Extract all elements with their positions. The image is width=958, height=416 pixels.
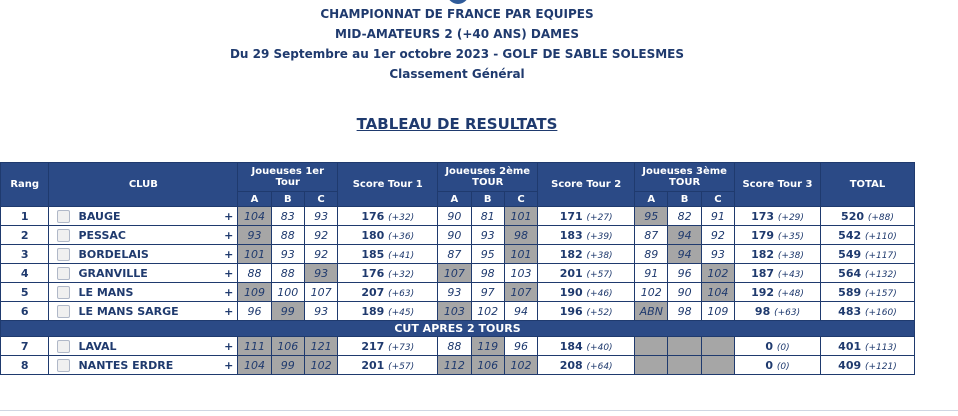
score-to-par: (+40): [586, 342, 613, 353]
player-score-empty: [668, 337, 701, 356]
expand-plus-icon[interactable]: +: [224, 209, 234, 223]
score-cell: [338, 302, 438, 321]
player-score: 92: [701, 226, 734, 245]
player-score: 88: [271, 264, 304, 283]
cut-label: CUT APRES 2 TOURS: [1, 321, 915, 337]
score-cell: [735, 302, 821, 321]
header-score-tour1: Score Tour 1: [338, 163, 438, 207]
rank-cell: 1: [1, 207, 49, 226]
player-score: 88: [271, 226, 304, 245]
club-cell[interactable]: [49, 283, 238, 302]
player-score-empty: [635, 337, 668, 356]
score-cell: [538, 264, 635, 283]
score-value: 190: [559, 285, 583, 299]
header-player-b: B: [271, 192, 304, 207]
score-cell: [735, 226, 821, 245]
score-value: 207: [361, 285, 385, 299]
score-cell: [735, 337, 821, 356]
rank-cell: 8: [1, 356, 49, 375]
player-score: 119: [471, 337, 504, 356]
score-cell: [820, 226, 914, 245]
score-to-par: (+32): [388, 269, 415, 280]
player-score: 101: [504, 207, 537, 226]
club-cell[interactable]: [49, 356, 238, 375]
player-score: 102: [701, 264, 734, 283]
club-name: BAUGE: [78, 209, 121, 223]
score-value: 201: [361, 358, 385, 372]
player-score: 94: [504, 302, 537, 321]
table-row: [1, 283, 915, 302]
score-to-par: (+45): [388, 307, 415, 318]
player-score-empty: [668, 356, 701, 375]
score-to-par: (+43): [777, 269, 804, 280]
player-score: 92: [304, 226, 337, 245]
score-to-par: (+121): [864, 361, 897, 372]
score-value: 549: [838, 247, 862, 261]
player-score: 92: [304, 245, 337, 264]
rank-cell: 6: [1, 302, 49, 321]
cut-divider-row: [1, 321, 915, 337]
score-to-par: (0): [776, 342, 790, 353]
score-cell: [820, 207, 914, 226]
header-player-c: C: [701, 192, 734, 207]
score-to-par: (+117): [864, 250, 897, 261]
player-score: 88: [238, 264, 271, 283]
player-score: 121: [304, 337, 337, 356]
score-value: 176: [361, 266, 385, 280]
player-score: 96: [668, 264, 701, 283]
score-to-par: (+52): [586, 307, 613, 318]
rank-cell: 2: [1, 226, 49, 245]
score-to-par: (+73): [388, 342, 415, 353]
score-cell: [338, 226, 438, 245]
championship-title: CHAMPIONNAT DE FRANCE PAR EQUIPES: [320, 7, 594, 21]
score-cell: [735, 245, 821, 264]
score-to-par: (+46): [586, 288, 613, 299]
score-cell: [538, 226, 635, 245]
header-rang: Rang: [1, 163, 49, 207]
expand-plus-icon[interactable]: +: [224, 266, 234, 280]
table-row: [1, 356, 915, 375]
club-cell-content: [53, 229, 237, 242]
player-score: 106: [471, 356, 504, 375]
score-cell: [820, 264, 914, 283]
table-row: [1, 302, 915, 321]
score-value: 201: [559, 266, 583, 280]
player-score: 102: [471, 302, 504, 321]
score-value: 176: [361, 209, 385, 223]
player-score: 94: [668, 226, 701, 245]
club-name: LAVAL: [78, 339, 117, 353]
club-logo-icon: [57, 359, 70, 372]
score-to-par: (+27): [586, 212, 613, 223]
score-value: 185: [361, 247, 385, 261]
score-cell: [538, 207, 635, 226]
score-to-par: (+41): [388, 250, 415, 261]
score-value: 208: [559, 358, 583, 372]
score-cell: [538, 245, 635, 264]
player-score: 104: [238, 207, 271, 226]
player-score: 104: [238, 356, 271, 375]
club-cell[interactable]: [49, 302, 238, 321]
score-to-par: (+110): [864, 231, 897, 242]
score-to-par: (+36): [388, 231, 415, 242]
header-player-b: B: [668, 192, 701, 207]
player-score: 97: [471, 283, 504, 302]
score-to-par: (+160): [864, 307, 897, 318]
score-to-par: (+48): [777, 288, 804, 299]
header-player-a: A: [635, 192, 668, 207]
score-value: 564: [838, 266, 862, 280]
score-value: 98: [754, 304, 771, 318]
club-cell-content: [53, 305, 237, 318]
score-cell: [338, 264, 438, 283]
score-value: 182: [559, 247, 583, 261]
player-score: 98: [668, 302, 701, 321]
score-to-par: (+38): [777, 250, 804, 261]
header-player-a: A: [438, 192, 471, 207]
club-cell-content: [53, 286, 237, 299]
rank-cell: 3: [1, 245, 49, 264]
score-to-par: (+35): [777, 231, 804, 242]
player-score: 83: [271, 207, 304, 226]
score-cell: [820, 337, 914, 356]
score-value: 542: [838, 228, 862, 242]
player-score-empty: [635, 356, 668, 375]
player-score: 101: [504, 245, 537, 264]
player-score: 93: [271, 245, 304, 264]
player-score: 93: [238, 226, 271, 245]
rank-cell: 4: [1, 264, 49, 283]
header-score-tour2: Score Tour 2: [538, 163, 635, 207]
club-cell[interactable]: [49, 337, 238, 356]
player-score: 81: [471, 207, 504, 226]
player-score: 95: [471, 245, 504, 264]
header-joueuses-tour2: Joueuses 2ème TOUR: [438, 163, 538, 192]
table-row: [1, 245, 915, 264]
player-score: 109: [238, 283, 271, 302]
score-cell: [338, 283, 438, 302]
player-score: 99: [271, 356, 304, 375]
score-cell: [338, 245, 438, 264]
header-player-a: A: [238, 192, 271, 207]
expand-plus-icon[interactable]: +: [224, 339, 234, 353]
score-value: 189: [361, 304, 385, 318]
player-score: 100: [271, 283, 304, 302]
player-score: 94: [668, 245, 701, 264]
score-value: 0: [765, 358, 774, 372]
category-title: MID-AMATEURS 2 (+40 ANS) DAMES: [335, 27, 579, 41]
header-player-c: C: [504, 192, 537, 207]
federation-logo: [447, 0, 469, 4]
club-cell-content: [53, 248, 237, 261]
score-cell: [338, 337, 438, 356]
score-to-par: (+38): [586, 250, 613, 261]
score-value: 187: [751, 266, 775, 280]
score-to-par: (+39): [586, 231, 613, 242]
player-score: 103: [504, 264, 537, 283]
player-score: 91: [635, 264, 668, 283]
score-value: 401: [838, 339, 862, 353]
club-name: LE MANS SARGE: [78, 304, 179, 318]
score-cell: [538, 356, 635, 375]
player-score: 87: [635, 226, 668, 245]
footer-divider: [0, 410, 958, 411]
player-score: 98: [471, 264, 504, 283]
club-name: BORDELAIS: [78, 247, 149, 261]
score-cell: [338, 207, 438, 226]
score-cell: [735, 356, 821, 375]
player-score: 107: [304, 283, 337, 302]
player-score: 101: [238, 245, 271, 264]
club-name: NANTES ERDRE: [78, 358, 174, 372]
score-value: 217: [361, 339, 385, 353]
player-score: 107: [504, 283, 537, 302]
player-score-empty: [701, 356, 734, 375]
player-score: 102: [635, 283, 668, 302]
player-score: 93: [304, 302, 337, 321]
club-name: PESSAC: [78, 228, 126, 242]
table-row: [1, 264, 915, 283]
player-score: 104: [701, 283, 734, 302]
player-score: 96: [238, 302, 271, 321]
header-player-c: C: [304, 192, 337, 207]
player-score: 107: [438, 264, 471, 283]
score-to-par: (0): [776, 361, 790, 372]
player-score: 93: [304, 207, 337, 226]
results-table-title: TABLEAU DE RESULTATS: [356, 115, 558, 133]
club-logo-icon: [57, 248, 70, 261]
score-cell: [735, 264, 821, 283]
expand-plus-icon[interactable]: +: [224, 304, 234, 318]
score-cell: [538, 337, 635, 356]
club-cell[interactable]: [49, 264, 238, 283]
score-value: 183: [559, 228, 583, 242]
score-to-par: (+64): [586, 361, 613, 372]
player-score: 89: [635, 245, 668, 264]
player-score: ABN: [635, 302, 668, 321]
score-cell: [820, 245, 914, 264]
player-score: 102: [504, 356, 537, 375]
score-value: 520: [841, 209, 865, 223]
score-to-par: (+63): [774, 307, 801, 318]
player-score: 93: [438, 283, 471, 302]
header-club: CLUB: [49, 163, 238, 207]
player-score: 99: [271, 302, 304, 321]
player-score: 106: [271, 337, 304, 356]
player-score: 93: [304, 264, 337, 283]
player-score: 82: [668, 207, 701, 226]
player-score-empty: [701, 337, 734, 356]
club-logo-icon: [57, 267, 70, 280]
player-score: 93: [471, 226, 504, 245]
score-value: 483: [838, 304, 862, 318]
score-value: 180: [361, 228, 385, 242]
header-score-tour3: Score Tour 3: [735, 163, 821, 207]
player-score: 93: [701, 245, 734, 264]
club-name: LE MANS: [78, 285, 134, 299]
table-row: [1, 337, 915, 356]
club-cell-content: [53, 267, 237, 280]
score-value: 182: [751, 247, 775, 261]
score-value: 196: [559, 304, 583, 318]
club-cell[interactable]: [49, 245, 238, 264]
player-score: 90: [438, 226, 471, 245]
score-value: 192: [751, 285, 775, 299]
player-score: 98: [504, 226, 537, 245]
rank-cell: 5: [1, 283, 49, 302]
score-to-par: (+88): [867, 212, 894, 223]
score-value: 409: [838, 358, 862, 372]
club-logo-icon: [57, 340, 70, 353]
score-to-par: (+29): [777, 212, 804, 223]
player-score: 112: [438, 356, 471, 375]
header-joueuses-tour3: Joueuses 3ème TOUR: [635, 163, 735, 192]
table-row: [1, 226, 915, 245]
score-cell: [820, 356, 914, 375]
player-score: 91: [701, 207, 734, 226]
player-score: 103: [438, 302, 471, 321]
club-cell[interactable]: [49, 226, 238, 245]
score-to-par: (+57): [586, 269, 613, 280]
results-table: [0, 162, 915, 375]
ranking-subtitle: Classement Général: [389, 67, 525, 81]
score-value: 171: [559, 209, 583, 223]
club-logo-icon: [57, 210, 70, 223]
score-value: 179: [751, 228, 775, 242]
expand-plus-icon[interactable]: +: [224, 358, 234, 372]
club-logo-icon: [57, 229, 70, 242]
club-cell-content: [53, 210, 237, 223]
score-to-par: (+32): [388, 212, 415, 223]
club-cell-content: [53, 359, 237, 372]
score-value: 0: [765, 339, 774, 353]
score-value: 589: [838, 285, 862, 299]
score-to-par: (+157): [864, 288, 897, 299]
header-total: TOTAL: [820, 163, 914, 207]
player-score: 111: [238, 337, 271, 356]
player-score: 90: [438, 207, 471, 226]
rank-cell: 7: [1, 337, 49, 356]
expand-plus-icon[interactable]: +: [224, 285, 234, 299]
header-joueuses-tour1: Joueuses 1er Tour: [238, 163, 338, 192]
player-score: 109: [701, 302, 734, 321]
score-cell: [538, 283, 635, 302]
score-to-par: (+132): [864, 269, 897, 280]
expand-plus-icon[interactable]: +: [224, 228, 234, 242]
score-value: 184: [559, 339, 583, 353]
header-player-b: B: [471, 192, 504, 207]
event-dates-venue: Du 29 Septembre au 1er octobre 2023 - GOLF DE SABLE SOLESMES: [229, 47, 685, 61]
club-logo-icon: [57, 286, 70, 299]
score-cell: [735, 283, 821, 302]
score-to-par: (+113): [864, 342, 897, 353]
player-score: 95: [635, 207, 668, 226]
player-score: 87: [438, 245, 471, 264]
score-to-par: (+57): [388, 361, 415, 372]
player-score: 96: [504, 337, 537, 356]
player-score: 90: [668, 283, 701, 302]
club-cell-content: [53, 340, 237, 353]
score-cell: [735, 207, 821, 226]
table-row: [1, 207, 915, 226]
score-cell: [538, 302, 635, 321]
score-cell: [338, 356, 438, 375]
score-cell: [820, 302, 914, 321]
score-to-par: (+63): [388, 288, 415, 299]
club-cell[interactable]: [49, 207, 238, 226]
player-score: 88: [438, 337, 471, 356]
score-cell: [820, 283, 914, 302]
score-value: 173: [751, 209, 775, 223]
club-name: GRANVILLE: [78, 266, 148, 280]
club-logo-icon: [57, 305, 70, 318]
expand-plus-icon[interactable]: +: [224, 247, 234, 261]
player-score: 102: [304, 356, 337, 375]
